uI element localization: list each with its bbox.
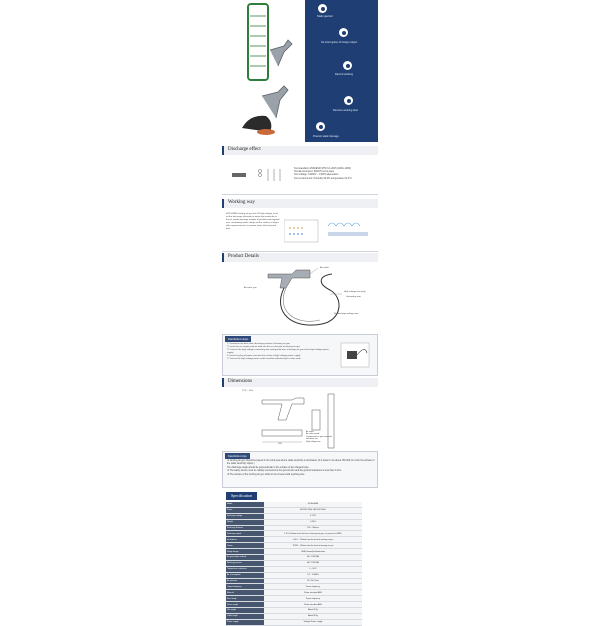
section-header-working: Working way	[222, 199, 378, 208]
spec-value: Power frequency	[264, 584, 362, 590]
spec-value: 0.2 ~ 0.6MPa	[264, 572, 362, 578]
spec-key: Power supply	[226, 619, 264, 625]
spec-value: ±5V 0 ~ 150mm from the front of ionizing air gun	[264, 537, 362, 543]
spec-key: Power	[226, 507, 264, 513]
specification-table	[226, 502, 362, 626]
divider	[222, 194, 378, 195]
spec-value: 0.5KG	[264, 519, 362, 525]
dimension-label: 72.9 ~ 10.0	[242, 390, 254, 392]
spec-key: Size / body	[226, 596, 264, 602]
spec-value: AC CORONA	[264, 555, 362, 561]
spec-value: Voltage/ Power supply	[264, 619, 362, 625]
spec-key: Working pressure	[226, 560, 264, 566]
spec-key: Material	[226, 590, 264, 596]
spec-key: Gross weight	[226, 602, 264, 608]
spec-value: AC CORONA	[264, 560, 362, 566]
benefit-caption: Record working	[335, 73, 354, 76]
divider	[222, 251, 378, 252]
benefit-caption: Remove working dust	[333, 109, 358, 112]
label-grounding: Grounding wire	[346, 296, 361, 298]
benefit-icon	[343, 61, 352, 70]
spec-value: 150 ~ 800mm	[264, 525, 362, 531]
part-legend: Air outlet Air outlet nozzle Compressed air pipe connector Ionization unit High voltage wire	[306, 431, 333, 443]
section-header-dimensions: Dimensions	[222, 378, 378, 387]
benefit-caption: No interruption of foreign object	[321, 41, 358, 44]
installation-tips-title: Installation tips	[225, 453, 250, 459]
power-supply-illustration	[339, 341, 371, 369]
benefit-caption: Prevent static damage	[313, 135, 339, 138]
section-header-product: Product Details	[222, 253, 378, 262]
spec-key: Discharge voltage	[226, 513, 264, 519]
spec-key: Air pressure	[226, 578, 264, 584]
spec-value: GNB (Ground)authentication	[264, 549, 362, 555]
spec-key: Safety design	[226, 549, 264, 555]
air-gun-shape	[270, 40, 292, 66]
hero-benefits-panel	[305, 0, 378, 142]
discharge-diagram	[232, 166, 287, 186]
spec-key: Cable length	[226, 613, 264, 619]
specification-title: Specification	[226, 492, 257, 500]
label-air-gun: Air static gun	[244, 287, 257, 289]
product-page-strip	[222, 0, 378, 624]
spec-row	[226, 619, 362, 625]
spec-key: Temperature resistance	[226, 566, 264, 572]
label-air-outlet: Air outlet	[320, 267, 329, 269]
spec-key: Net weight	[226, 608, 264, 614]
spec-value: Flame retardant ABS	[264, 590, 362, 596]
installation-steps-title: Installation steps	[225, 336, 251, 342]
benefit-icon	[318, 4, 327, 13]
dimension-drawing	[222, 390, 378, 450]
benefit-icon	[339, 28, 348, 37]
spec-key: Output frequency	[226, 584, 264, 590]
spec-key: Air consumption	[226, 572, 264, 578]
spec-value: Power frequency	[264, 596, 362, 602]
label-braided: Braided pipe voltage wire	[334, 313, 359, 315]
installation-tips-list: ① Ionizing air gun should be placed in the work area where static electricity is eliminated. (It is better to be about 150-200 mm from the surface of the static electricity object.) The discharge angle should be perpendicular to the surface of the charged body. ② The safety device must be reliably connected to the ground wire and the ground resistance is less than 4 ohm. ③ The surface of the ionizing air gun shall not be covered with anything else	[227, 460, 375, 476]
spec-value: AC220V 50Hz / AC110V 60Hz	[264, 507, 362, 513]
hero-illustration	[222, 0, 305, 142]
benefit-icon	[316, 122, 325, 131]
installation-steps-list: ① Determine the best static discharge position of ionizing air gun ② Insert the air compressed air tube into the air inlet joint of ionizing air gun ③ Connect the high voltage connecting wire and ground wire of ionizing air gun to the high voltage power supply ④ Insert the plug of power cord into the socket of high voltage power supply ⑤ Turn on the high voltage power switch and the indicator light is there work	[227, 343, 329, 360]
spec-key: Discharge speed	[226, 531, 264, 537]
dimension-label: 183	[278, 443, 282, 445]
benefit-caption: Static ejected	[317, 15, 333, 18]
installation-tips-box	[222, 451, 378, 488]
spec-key: Weight	[226, 519, 264, 525]
spec-value: 80~150 L/min	[264, 578, 362, 584]
rack-frame	[248, 4, 268, 80]
spec-key: Ion balance	[226, 537, 264, 543]
hero-banner	[222, 0, 378, 142]
spec-key: Model	[226, 502, 264, 507]
section-header-discharge: Discharge effect	[222, 146, 378, 155]
spec-value: 1PPM ~ 150mm from the front of ionizing air gun	[264, 543, 362, 549]
spec-value: KP-AG3088	[264, 502, 362, 507]
working-description: KEYSCIEN ionizing air gun has 2K high voltage to act on the discharge electrode to ionize the molecules in the air, producing large number of positive and negative ions, neutralizing static charge on the surface of object with compressed air, to remove static electricity and dust.	[226, 213, 280, 230]
installation-steps-box	[222, 334, 378, 376]
working-diagram	[284, 214, 376, 248]
spec-key: Ozone	[226, 543, 264, 549]
product-illustration	[222, 264, 378, 336]
spec-value: 0 ~ 60°C	[264, 566, 362, 572]
label-high-voltage: High voltage wire plug	[344, 291, 366, 293]
benefit-icon	[344, 96, 353, 105]
spec-value: About 857g	[264, 613, 362, 619]
spec-value: 4~7KV	[264, 513, 362, 519]
discharge-test-info: Test standard: ANSI/ESD STM 3.1-2015 (1000~100V) Test Environment: 900x75 mm/s pane Test voltage: ±1000V ~ ±100V attenuation Test environment: Humidity 50.0% temperature 24.0°C	[294, 167, 352, 180]
spec-key: Discharge distance	[226, 525, 264, 531]
spec-key: Ion generation method	[226, 555, 264, 561]
spec-value: 1.8 S ±100mm from the front of ionizing air gun, air pressure 0.5MPa	[264, 531, 362, 537]
spec-value: Flame retardant ABS	[264, 602, 362, 608]
spec-value: About 857g	[264, 608, 362, 614]
